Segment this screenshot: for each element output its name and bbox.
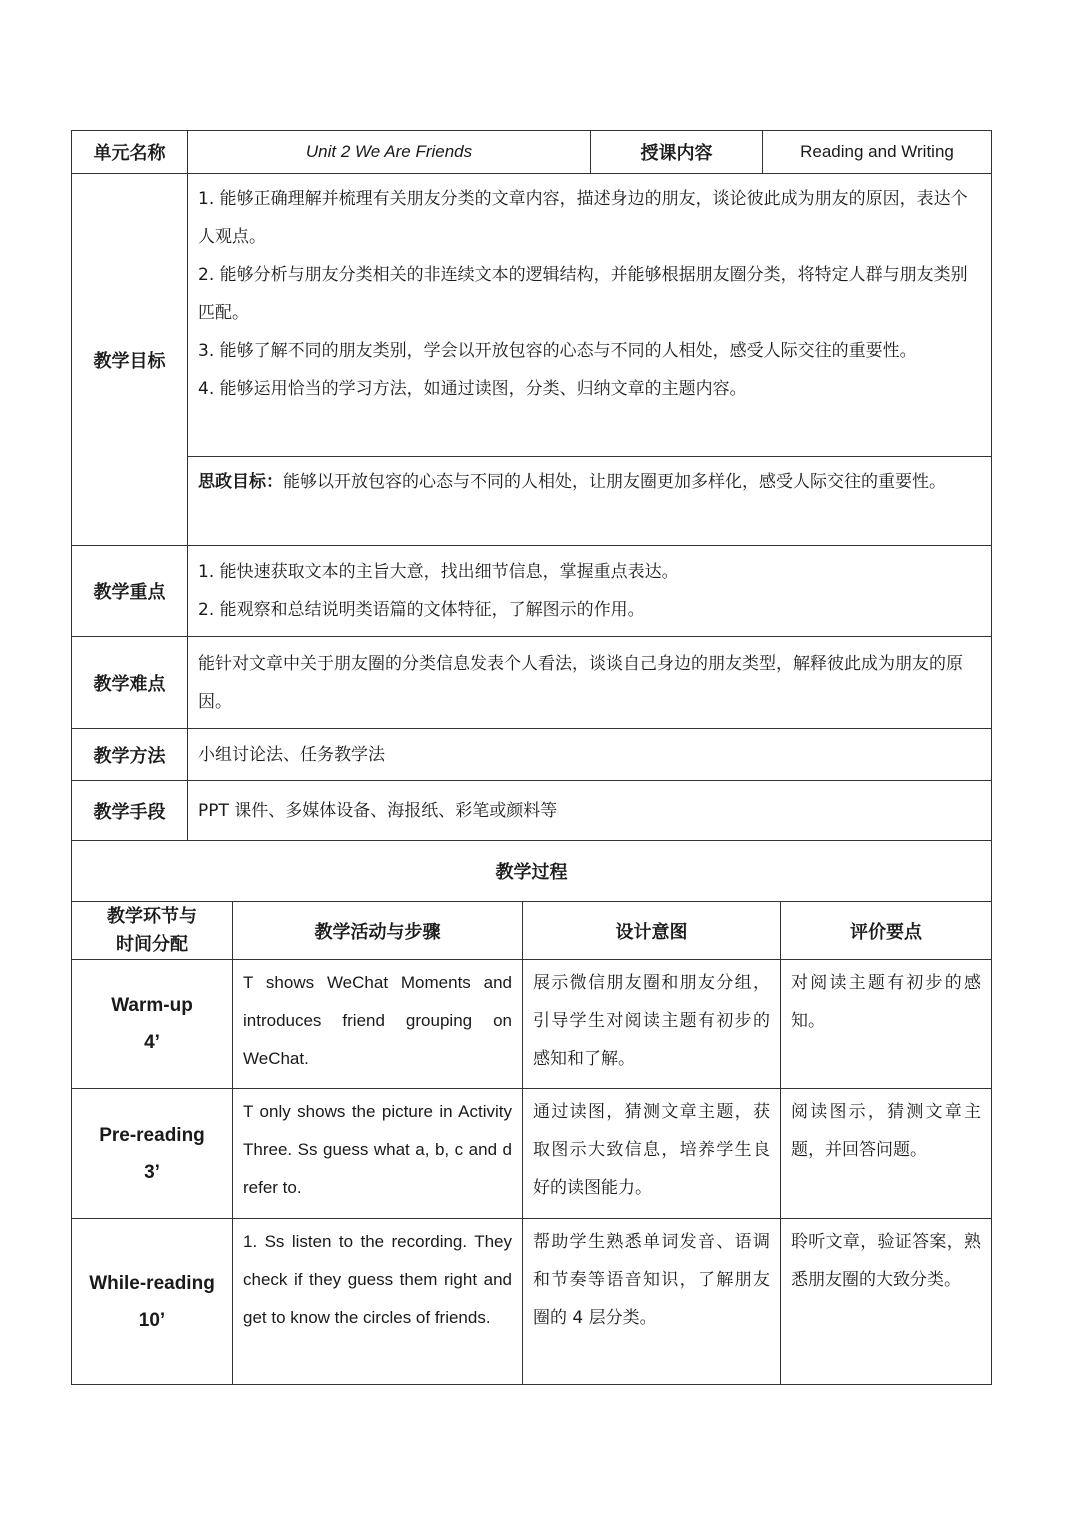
intent-cell: 帮助学生熟悉单词发音、语调和节奏等语音知识，了解朋友圈的 4 层分类。 bbox=[523, 1219, 781, 1385]
stage-cell bbox=[72, 1089, 233, 1219]
activity-cell: T shows WeChat Moments and introduces friend grouping on WeChat. bbox=[233, 960, 523, 1089]
objective-item: 2. 能够分析与朋友分类相关的非连续文本的逻辑结构，并能够根据朋友圈分类，将特定人群与朋友类别匹配。 bbox=[198, 265, 968, 323]
teaching-process-table bbox=[71, 840, 992, 1385]
stage-time: 4’ bbox=[144, 1032, 160, 1053]
stage-name: Warm-up bbox=[111, 995, 193, 1016]
col-header-stage-line2: 时间分配 bbox=[116, 933, 188, 955]
col-header-stage-line1: 教学环节与 bbox=[107, 905, 197, 927]
difficulties-text: 能针对文章中关于朋友圈的分类信息发表个人看法，谈谈自己身边的朋友类型，解释彼此成为朋友的原因。 bbox=[188, 637, 992, 729]
activity-cell: T only shows the picture in Activity Three. Ss guess what a, b, c and d refer to. bbox=[233, 1089, 523, 1219]
col-header-intent: 设计意图 bbox=[523, 902, 781, 960]
objectives-label: 教学目标 bbox=[72, 174, 188, 546]
objective-item: 4. 能够运用恰当的学习方法，如通过读图，分类、归纳文章的主题内容。 bbox=[198, 379, 747, 399]
unit-name-value: Unit 2 We Are Friends bbox=[188, 131, 591, 174]
key-points-label: 教学重点 bbox=[72, 546, 188, 637]
col-header-stage bbox=[72, 902, 233, 960]
key-point-item: 2. 能观察和总结说明类语篇的文体特征，了解图示的作用。 bbox=[198, 600, 645, 620]
activity-cell: 1. Ss listen to the recording. They check if they guess them right and get to know the circles of friends. bbox=[233, 1219, 523, 1385]
intent-cell: 展示微信朋友圈和朋友分组，引导学生对阅读主题有初步的感知和了解。 bbox=[523, 960, 781, 1089]
stage-cell bbox=[72, 1219, 233, 1385]
methods-label: 教学方法 bbox=[72, 729, 188, 781]
intent-cell: 通过读图，猜测文章主题，获取图示大致信息，培养学生良好的读图能力。 bbox=[523, 1089, 781, 1219]
means-label: 教学手段 bbox=[72, 781, 188, 841]
objective-item: 3. 能够了解不同的朋友类别，学会以开放包容的心态与不同的人相处，感受人际交往的重要性。 bbox=[198, 341, 917, 361]
key-points-cell bbox=[188, 546, 992, 637]
stage-time: 3’ bbox=[144, 1161, 160, 1183]
means-text: PPT 课件、多媒体设备、海报纸、彩笔或颜料等 bbox=[188, 781, 992, 841]
key-point-item: 1. 能快速获取文本的主旨大意，找出细节信息，掌握重点表达。 bbox=[198, 562, 679, 582]
methods-text: 小组讨论法、任务教学法 bbox=[188, 729, 992, 781]
col-header-activity: 教学活动与步骤 bbox=[233, 902, 523, 960]
stage-cell bbox=[72, 960, 233, 1089]
evaluation-cell: 阅读图示，猜测文章主题，并回答问题。 bbox=[781, 1089, 992, 1219]
stage-time: 10’ bbox=[138, 1309, 166, 1331]
process-title: 教学过程 bbox=[72, 841, 992, 902]
stage-name: Pre-reading bbox=[99, 1124, 205, 1146]
objectives-list bbox=[188, 174, 991, 456]
lesson-content-value: Reading and Writing bbox=[763, 131, 992, 174]
col-header-evaluation: 评价要点 bbox=[781, 902, 992, 960]
unit-name-label: 单元名称 bbox=[72, 131, 188, 174]
lesson-plan-page bbox=[71, 130, 991, 1385]
stage-name: While-reading bbox=[89, 1272, 215, 1294]
objective-item: 1. 能够正确理解并梳理有关朋友分类的文章内容，描述身边的朋友，谈论彼此成为朋友的原因，表达个人观点。 bbox=[198, 189, 968, 247]
difficulties-label: 教学难点 bbox=[72, 637, 188, 729]
lesson-info-table bbox=[71, 130, 992, 841]
lesson-content-label: 授课内容 bbox=[591, 131, 763, 174]
ideology-objective bbox=[188, 456, 991, 505]
objectives-cell bbox=[188, 174, 992, 546]
evaluation-cell: 对阅读主题有初步的感知。 bbox=[781, 960, 992, 1089]
ideology-label: 思政目标： bbox=[198, 472, 283, 492]
ideology-text: 能够以开放包容的心态与不同的人相处，让朋友圈更加多样化，感受人际交往的重要性。 bbox=[283, 472, 946, 492]
evaluation-cell: 聆听文章，验证答案，熟悉朋友圈的大致分类。 bbox=[781, 1219, 992, 1385]
